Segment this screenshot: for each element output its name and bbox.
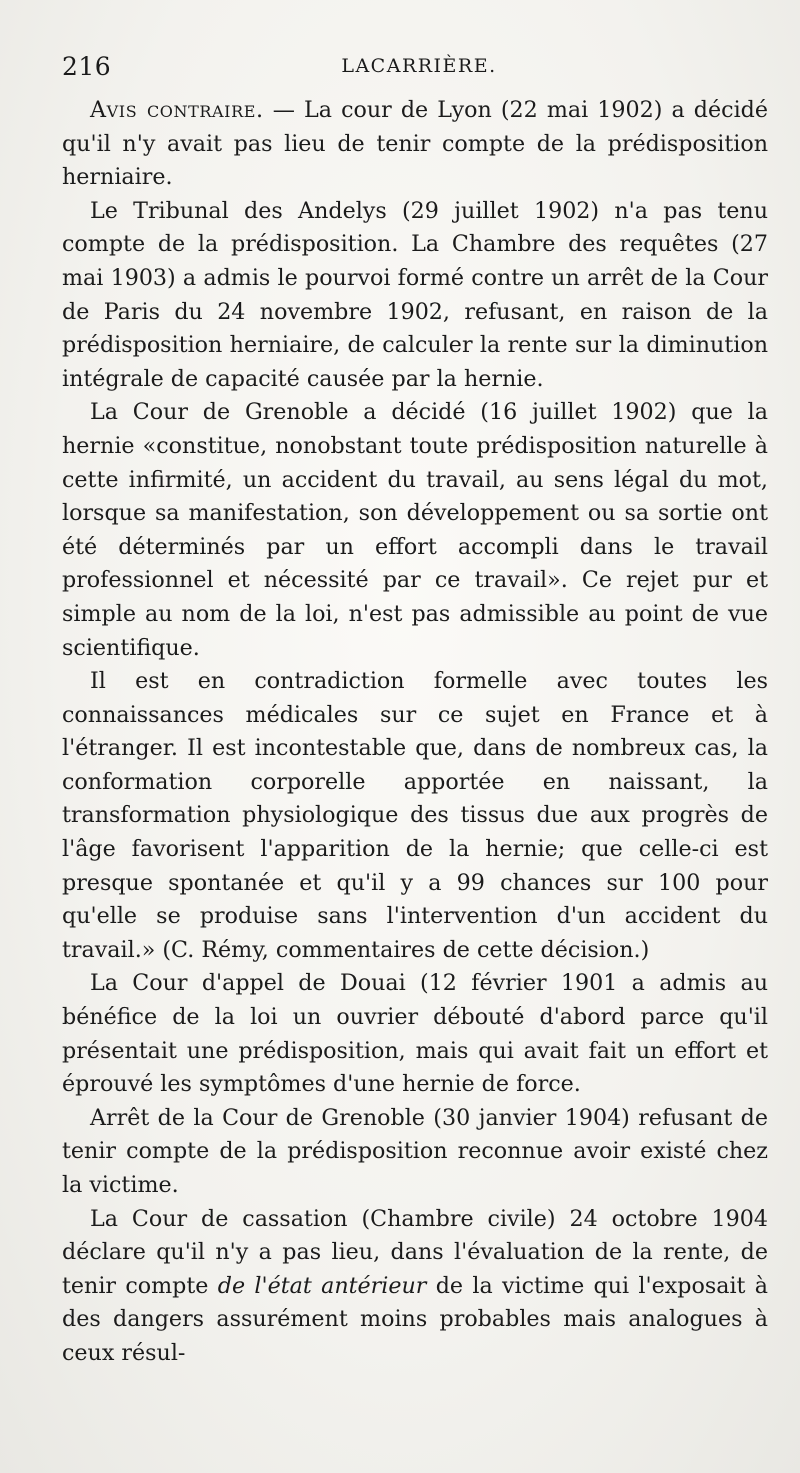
paragraph-avis-contraire [62, 94, 768, 195]
paragraph-lead: Avis contraire. [90, 97, 264, 123]
paragraph-text: — La cour de Lyon (22 mai 1902) a décidé qu'il n'y avait pas lieu de tenir compte de la prédisposition herniaire. [62, 97, 768, 191]
paragraph-arret-grenoble: Arrêt de la Cour de Grenoble (30 janvier 1904) refusant de tenir compte de la prédisposition reconnue avoir existé chez la victime. [62, 1104, 768, 1198]
paragraph-contradiction: Il est en contradiction formelle avec toutes les connaissances médicales sur ce sujet en France et à l'étranger. Il est incontestable que, dans de nombreux cas, la conformation corporelle apportée en naissant, la transformation physiologique des tissus due aux progrès de l'âge favorisent l'apparition de la hernie; que celle-ci est presque spontanée et qu'il y a 99 chances sur 100 pour qu'elle se produise sans l'intervention d'un accident du travail.» (C. Rémy, commentaires de cette décision.) [62, 668, 768, 963]
paragraph-cassation [62, 1203, 768, 1371]
paragraph-grenoble: La Cour de Grenoble a décidé (16 juillet 1902) que la hernie «constitue, nonobstant toute prédisposition naturelle à cette infirmité, un accident du travail, au sens légal du mot, lorsque sa manifestation, son développement ou sa sortie ont été déterminés par un effort accompli dans le travail professionnel et nécessité par ce travail». Ce rejet pur et simple au nom de la loi, n'est pas admissible au point de vue scientifique. [62, 399, 768, 661]
running-head: LACARRIÈRE. [341, 55, 497, 77]
body-text [62, 94, 768, 1371]
paragraph-text: de la victime qui l'exposait à des dangers assurément moins probables mais analogues à ceux résul- [62, 1272, 769, 1366]
paragraph-text: La Cour de cassation (Chambre civile) 24 octobre 1904 déclare qu'il n'y a pas lieu, dans l'évaluation de la rente, de tenir compte [62, 1205, 768, 1299]
paragraph-andelys: Le Tribunal des Andelys (29 juillet 1902) n'a pas tenu compte de la prédisposition. La Chambre des requêtes (27 mai 1903) a admis le pourvoi formé contre un arrêt de la Cour de Paris du 24 novembre 1902, refusant, en raison de la prédisposition herniaire, de calculer la rente sur la diminution intégrale de capacité causée par la hernie. [62, 197, 768, 392]
page-number: 216 [62, 52, 112, 81]
italic-phrase: de l'état antérieur [217, 1272, 427, 1299]
page-header [62, 52, 762, 86]
paragraph-douai: La Cour d'appel de Douai (12 février 1901 a admis au bénéfice de la loi un ouvrier débouté d'abord parce qu'il présentait une prédisposition, mais qui avait fait un effort et éprouvé les symptômes d'une hernie de force. [62, 970, 768, 1098]
